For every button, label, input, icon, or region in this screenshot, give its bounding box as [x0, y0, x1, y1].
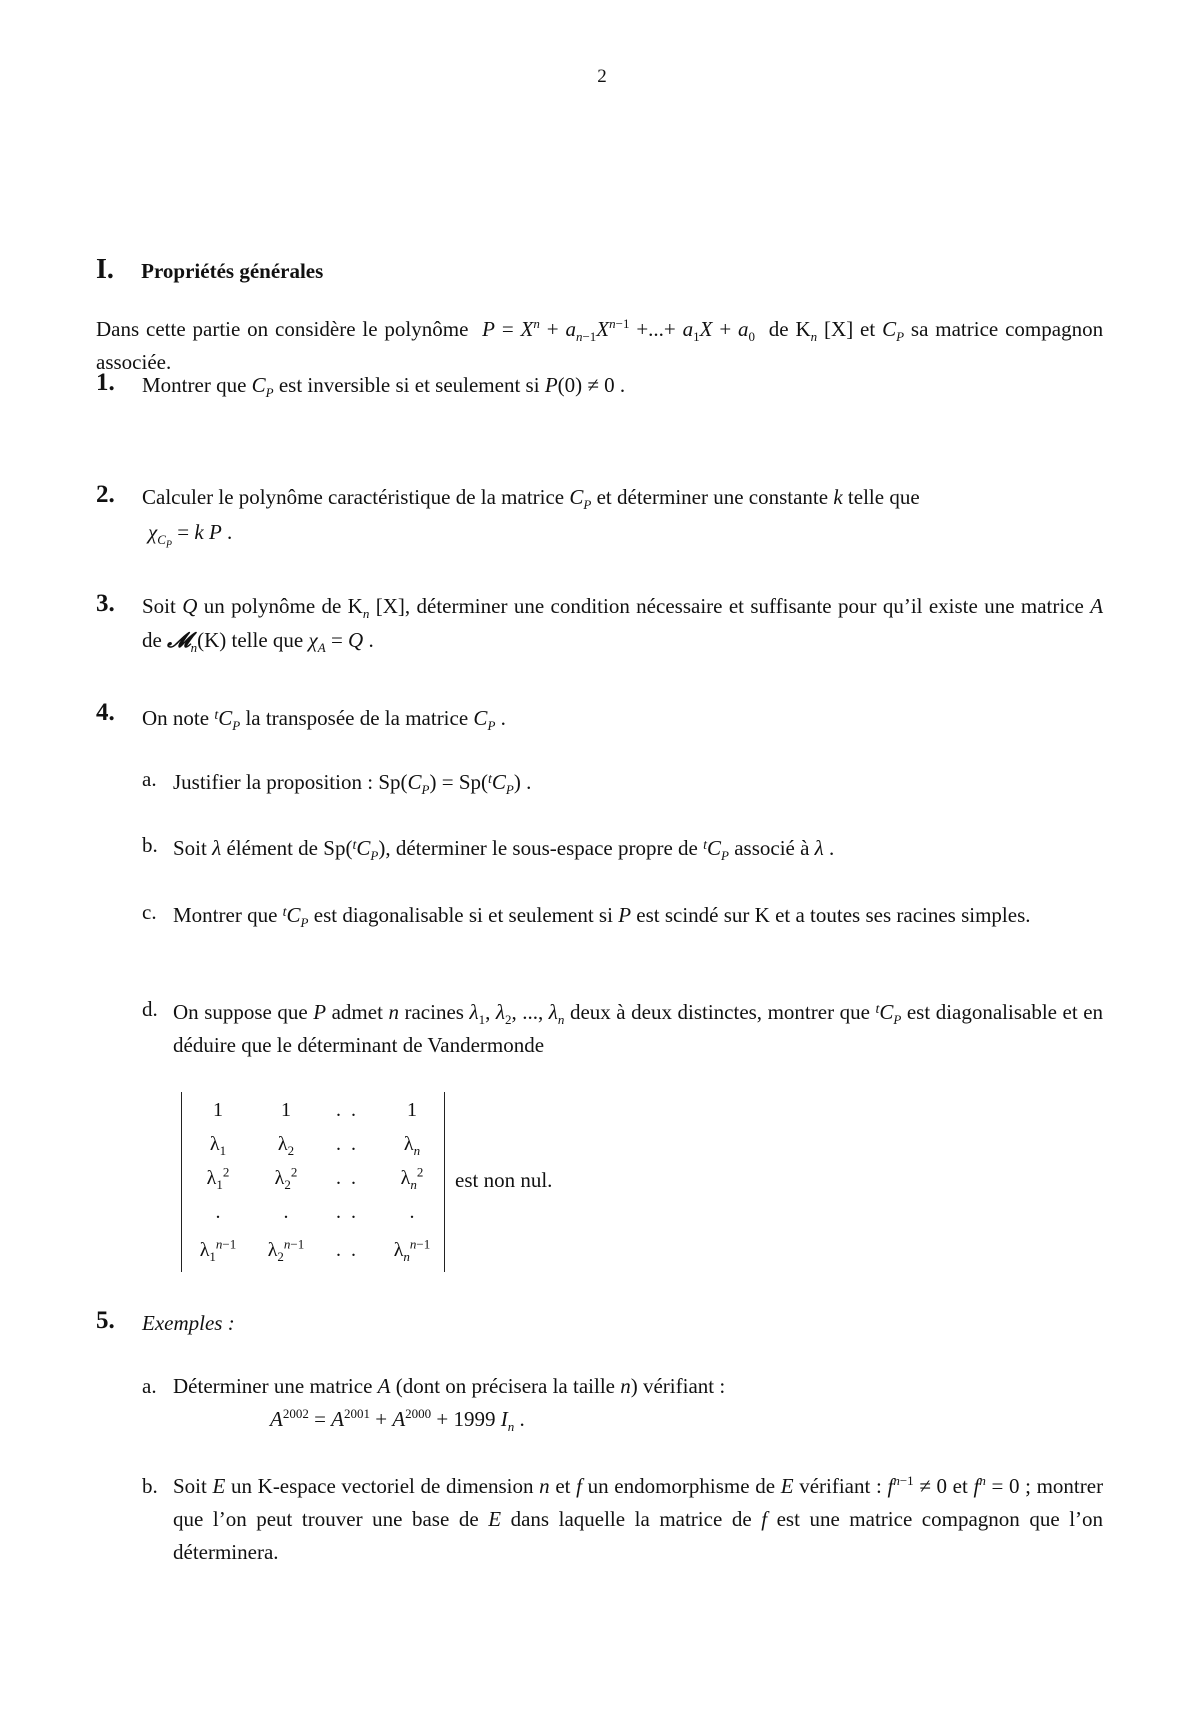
formula-chi-kP: $\chi_{C_P} = k$ P .: [148, 520, 233, 551]
formula-A2002: $A^{2002} = A^{2001} + A^{2000} + 1999$ $I_n$ .: [270, 1406, 525, 1435]
item-text: ) vérifiant :: [630, 1374, 726, 1398]
item-text: Calculer le polynôme caractéristique de la matrice: [142, 485, 565, 509]
item-text: ; montrer que l’on peut trouver une base de: [173, 1474, 1104, 1531]
item-text: Montrer que: [173, 903, 278, 927]
item-text: (K) telle que: [197, 628, 304, 652]
item-4b: Soit λ élément de $Sp(^tC_P)$, déterminer le sous-espace propre de $^tC_P$ associé à λ .: [173, 836, 835, 864]
item-text: de: [142, 628, 162, 652]
intro-text: de K: [768, 317, 811, 341]
item-text: Exemples :: [142, 1311, 235, 1335]
item-number: 4.: [96, 699, 115, 726]
item-3: Soit Q un polynôme de $K_n$ [X], déterminer une condition nécessaire et suffisante pour qu’il existe une matrice A de 𝓜$_n$(K) telle que $\chi_A = Q$ .: [142, 594, 1104, 656]
item-text: On note: [142, 706, 210, 730]
item-text: admet: [331, 1000, 383, 1024]
det-row: . . . . .: [215, 1201, 415, 1223]
sub-label: d.: [142, 997, 158, 1021]
det-row: $\lambda_1^{n-1}$ $\lambda_2^{n-1}$ . . $\lambda_n^{n-1}$: [199, 1236, 431, 1264]
item-text: (dont on précisera la taille: [395, 1374, 615, 1398]
vandermonde-determinant: [181, 1092, 445, 1272]
item-number: 3.: [96, 590, 115, 617]
item-number: 2.: [96, 481, 115, 508]
item-text: est diagonalisable si et seulement si: [313, 903, 613, 927]
item-4c: Montrer que $^tC_P$ est diagonalisable si et seulement si P est scindé sur K et a toutes ses racines simples.: [173, 903, 1031, 931]
det-row: 1 1 . . 1: [213, 1099, 417, 1121]
intro-paragraph: Dans cette partie on considère le polynôme $P = X^n + a_{n-1}X^{n-1}$ +...+ $a_1X + a_0$ de $K_n$ [X] et $C_P$ sa matrice compagnon associée.: [96, 316, 1104, 374]
item-text: un polynôme de K: [203, 594, 363, 618]
det-row: $\lambda_1$ $\lambda_2$ . . $\lambda_n$: [209, 1133, 421, 1158]
item-number: 5.: [96, 1307, 115, 1334]
item-5b: Soit E un K-espace vectoriel de dimension n et f un endomorphisme de E vérifiant : $f^{n-1} \ne 0$ et $f^n = 0$ ; montrer que l’on peut trouver une base de E dans laquelle la matrice de f est une matrice compagnon que l’on déterminera.: [173, 1473, 1104, 1564]
sub-label: a.: [142, 767, 157, 791]
item-text: Soit: [173, 836, 207, 860]
item-text: Déterminer une matrice: [173, 1374, 373, 1398]
det-side-text: est non nul.: [455, 1168, 553, 1192]
item-5a: Déterminer une matrice A (dont on précisera la taille n) vérifiant :: [173, 1374, 726, 1398]
item-text: On suppose que: [173, 1000, 308, 1024]
item-text: est scindé sur K et a toutes ses racines simples.: [636, 903, 1031, 927]
section-title: Propriétés générales: [141, 259, 324, 283]
item-2: Calculer le polynôme caractéristique de la matrice $C_P$ et déterminer une constante k telle que: [142, 485, 920, 513]
item-text: Soit: [142, 594, 176, 618]
sub-label: b.: [142, 833, 158, 857]
page-number: 2: [597, 66, 607, 87]
item-text: associé à: [734, 836, 810, 860]
item-text: est une matrice compagnon que l’on déterminera.: [173, 1507, 1104, 1564]
item-text: telle que: [847, 485, 920, 509]
section-heading: [96, 253, 323, 288]
item-number: 1.: [96, 369, 115, 396]
item-text: , déterminer le sous-espace propre de: [385, 836, 698, 860]
sub-label: c.: [142, 900, 157, 924]
item-text: vérifiant :: [799, 1474, 882, 1498]
item-text: [X], déterminer une condition nécessaire et suffisante pour qu’il existe une matrice: [375, 594, 1084, 618]
intro-text: sa matrice compagnon associée.: [96, 317, 1104, 374]
item-text: et: [555, 1474, 571, 1498]
item-text: un endomorphisme de: [587, 1474, 776, 1498]
polynomial-P: $P = X^n + a_{n-1}X^{n-1}$ +...+ $a_1X + a_0$: [482, 316, 756, 345]
sub-label: a.: [142, 1374, 157, 1398]
item-4d: On suppose que P admet n racines $\lambda_1$, $\lambda_2$, ..., $\lambda_n$ deux à deux distinctes, montrer que $^tC_P$ est diagonalisable et en déduire que le déterminant de Vandermonde: [173, 1000, 1104, 1057]
item-text: racines: [404, 1000, 464, 1024]
item-1: Montrer que $C_P$ est inversible si et seulement si P(0) ≠ 0 .: [142, 373, 626, 401]
item-text: la transposée de la matrice: [245, 706, 469, 730]
intro-text: [X] et: [824, 317, 876, 341]
sub-label: b.: [142, 1474, 158, 1498]
item-text: un K-espace vectoriel de dimension: [231, 1474, 534, 1498]
item-text: et déterminer une constante: [596, 485, 829, 509]
section-numeral: I.: [96, 254, 114, 285]
item-text: Soit: [173, 1474, 207, 1498]
item-text: deux à deux distinctes, montrer que: [569, 1000, 870, 1024]
item-4a: Justifier la proposition : $Sp(C_P) = Sp(^tC_P)$ .: [173, 770, 532, 798]
item-5: [142, 1307, 1103, 1340]
intro-text: Dans cette partie on considère le polynôme: [96, 317, 469, 341]
item-4: On note $^tC_P$ la transposée de la matrice $C_P$ .: [142, 706, 506, 734]
item-text: Montrer que: [142, 373, 247, 397]
det-row: $\lambda_1^2$ $\lambda_2^2$ . . $\lambda_n^2$: [206, 1164, 424, 1192]
item-text: est diagonalisable et en déduire que le déterminant de Vandermonde: [173, 1000, 1104, 1057]
item-text: élément de: [226, 836, 319, 860]
item-text: dans laquelle la matrice de: [510, 1507, 752, 1531]
item-text: est inversible si et seulement si: [278, 373, 540, 397]
item-text: Justifier la proposition :: [173, 770, 374, 794]
